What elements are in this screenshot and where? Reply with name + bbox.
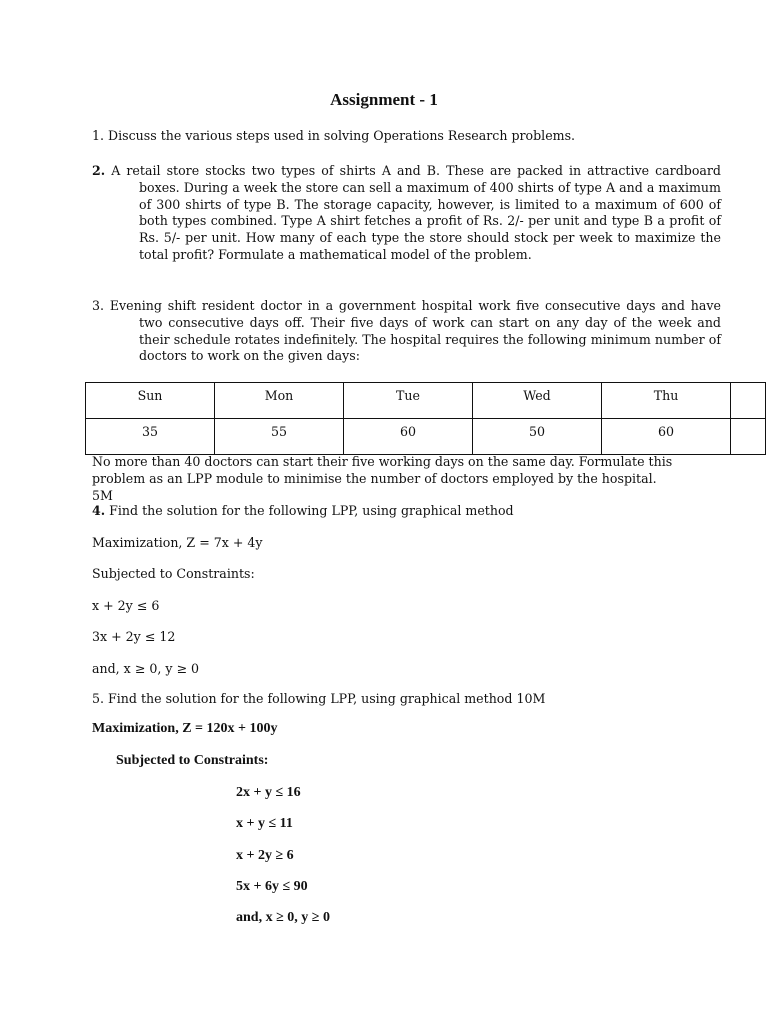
- table-header-cell: Mon: [215, 383, 344, 419]
- q5-constraints-heading: Subjected to Constraints:: [116, 753, 269, 768]
- question-4: [92, 503, 514, 518]
- q4-objective: Maximization, Z = 7x + 4y: [92, 535, 263, 550]
- q4-constraint: x + 2y ≤ 6: [92, 598, 160, 613]
- q5-objective: Maximization, Z = 120x + 100y: [92, 721, 278, 736]
- doctor-requirements-table: [85, 382, 766, 455]
- question-1: 1. Discuss the various steps used in solving Operations Research problems.: [92, 128, 576, 143]
- q5-constraint: x + 2y ≥ 6: [236, 848, 294, 863]
- table-row: [86, 419, 766, 455]
- table-cell: 35: [86, 419, 215, 455]
- table-row: [86, 383, 766, 419]
- question-2: [92, 163, 721, 264]
- table-cell: 60: [344, 419, 473, 455]
- table-header-cell: Thu: [602, 383, 731, 419]
- table-cell: 50: [473, 419, 602, 455]
- q5-constraint: x + y ≤ 11: [236, 816, 293, 831]
- q4-constraint: and, x ≥ 0, y ≥ 0: [92, 661, 200, 676]
- q5-constraint: 2x + y ≤ 16: [236, 785, 301, 800]
- question-4-text: Find the solution for the following LPP, using graphical method: [105, 503, 514, 518]
- table-header-cell: Tue: [344, 383, 473, 419]
- question-2-text: A retail store stocks two types of shirts A and B. These are packed in attractive cardboard boxes. During a week the store can sell a maximum of 400 shirts of type A and a maximum of 300 shirts of type B. The storage capacity, however, is limited to a maximum of 600 of both types combined. Type A shirt fetches a profit of Rs. 2/- per unit and type B a profit of Rs. 5/- per unit. How many of each type the store should stock per week to maximize the total profit? Formulate a mathematical model of the problem.: [105, 163, 721, 262]
- question-5: 5. Find the solution for the following LPP, using graphical method 10M: [92, 691, 546, 706]
- question-3-note: No more than 40 doctors can start their five working days on the same day. Formulate this problem as an LPP module to minimise the number of doctors employed by the hospital. 5M: [92, 454, 673, 503]
- q4-constraint: 3x + 2y ≤ 12: [92, 629, 176, 644]
- question-4-number: 4.: [92, 503, 106, 518]
- table-header-cell: Wed: [473, 383, 602, 419]
- table-header-cell: [731, 383, 766, 419]
- table-header-cell: Sun: [86, 383, 215, 419]
- q5-constraint: and, x ≥ 0, y ≥ 0: [236, 910, 330, 925]
- table-cell: 55: [215, 419, 344, 455]
- table-cell: 60: [602, 419, 731, 455]
- page-title: Assignment - 1: [330, 90, 438, 109]
- q5-constraint: 5x + 6y ≤ 90: [236, 879, 308, 894]
- q4-constraints-heading: Subjected to Constraints:: [92, 566, 255, 581]
- question-3: 3. Evening shift resident doctor in a government hospital work five consecutive days and have two consecutive days off. Their five days of work can start on any day of the week and their schedule rotates indefinitely. The hospital requires the following minimum number of doctors to work on the given days:: [92, 298, 721, 364]
- question-2-number: 2.: [92, 163, 106, 178]
- table-cell: [731, 419, 766, 455]
